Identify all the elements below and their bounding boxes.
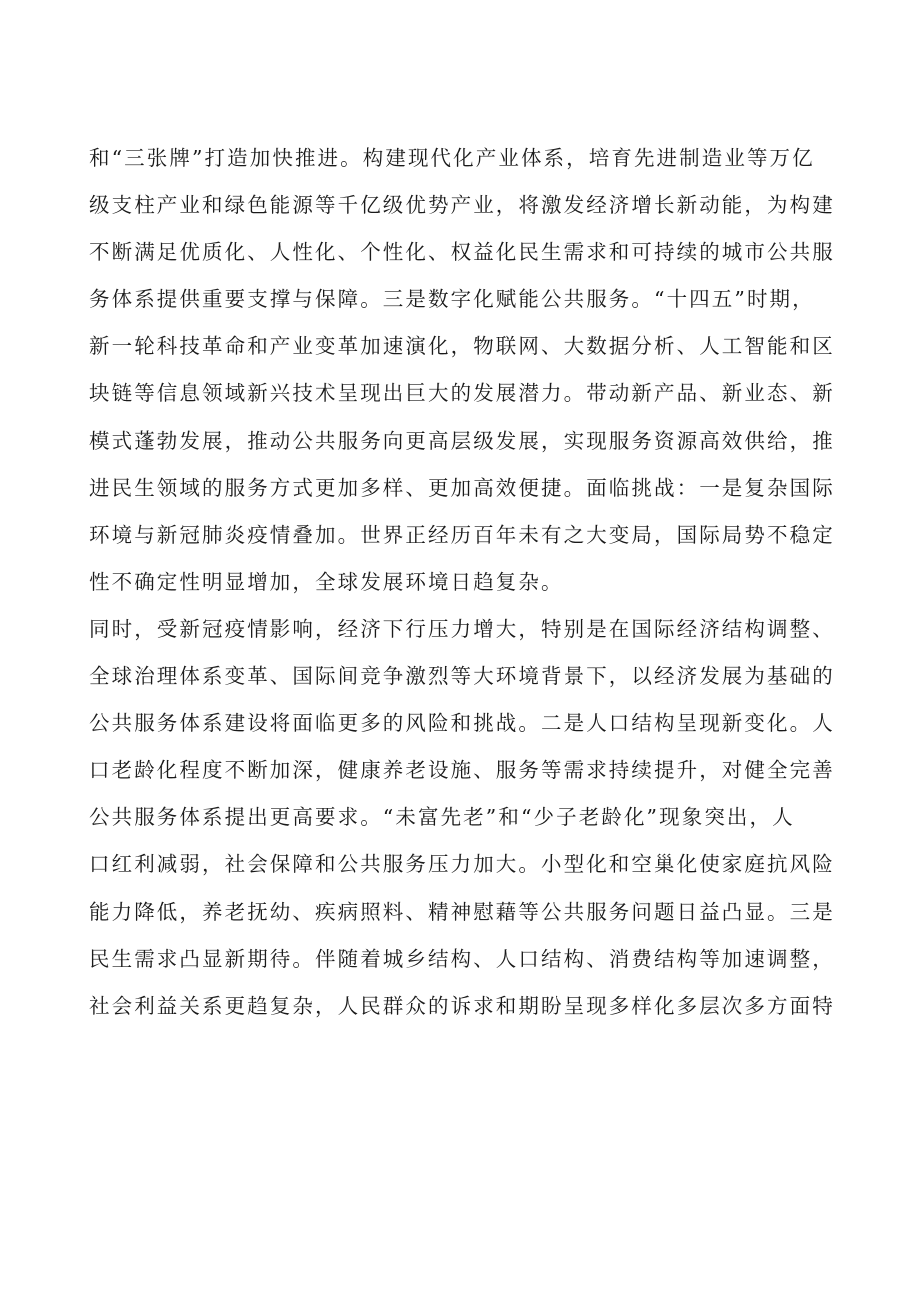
text-line: 民生需求凸显新期待。伴随着城乡结构、人口结构、消费结构等加速调整， [89,946,835,971]
text-line: 不断满足优质化、人性化、个性化、权益化民生需求和可持续的城市公共服 [89,240,835,265]
text-line: 公共服务体系建设将面临更多的风险和挑战。二是人口结构呈现新变化。人 [89,711,835,736]
paragraph-1 [89,135,849,606]
text-line: 同时，受新冠疫情影响，经济下行压力增大，特别是在国际经济结构调整、 [89,616,835,641]
text-line: 公共服务体系提出更高要求。“未富先老”和“少子老龄化”现象突出，人 [89,805,795,830]
text-line: 和“三张牌”打造加快推进。构建现代化产业体系，培育先进制造业等万亿 [89,146,815,170]
text-line: 口老龄化程度不断加深，健康养老设施、服务等需求持续提升，对健全完善 [89,758,835,783]
text-line: 进民生领域的服务方式更加多样、更加高效便捷。面临挑战：一是复杂国际 [89,475,835,500]
paragraph-2 [89,606,849,1030]
text-line: 模式蓬勃发展，推动公共服务向更高层级发展，实现服务资源高效供给，推 [89,428,835,453]
text-line: 新一轮科技革命和产业变革加速演化，物联网、大数据分析、人工智能和区 [89,334,835,359]
text-line: 性不确定性明显增加，全球发展环境日趋复杂。 [89,569,564,594]
text-line: 务体系提供重要支撑与保障。三是数字化赋能公共服务。“十四五”时期， [89,287,815,312]
text-line: 口红利减弱，社会保障和公共服务压力加大。小型化和空巢化使家庭抗风险 [89,852,835,877]
text-line: 社会利益关系更趋复杂，人民群众的诉求和期盼呈现多样化多层次多方面特 [89,993,835,1018]
text-line: 环境与新冠肺炎疫情叠加。世界正经历百年未有之大变局，国际局势不稳定 [89,522,835,547]
text-line: 全球治理体系变革、国际间竞争激烈等大环境背景下，以经济发展为基础的 [89,664,835,689]
text-line: 块链等信息领域新兴技术呈现出巨大的发展潜力。带动新产品、新业态、新 [89,381,835,406]
text-line: 能力降低，养老抚幼、疾病照料、精神慰藉等公共服务问题日益凸显。三是 [89,899,835,924]
document-body [89,135,849,1030]
text-line: 级支柱产业和绿色能源等千亿级优势产业，将激发经济增长新动能，为构建 [89,193,835,218]
